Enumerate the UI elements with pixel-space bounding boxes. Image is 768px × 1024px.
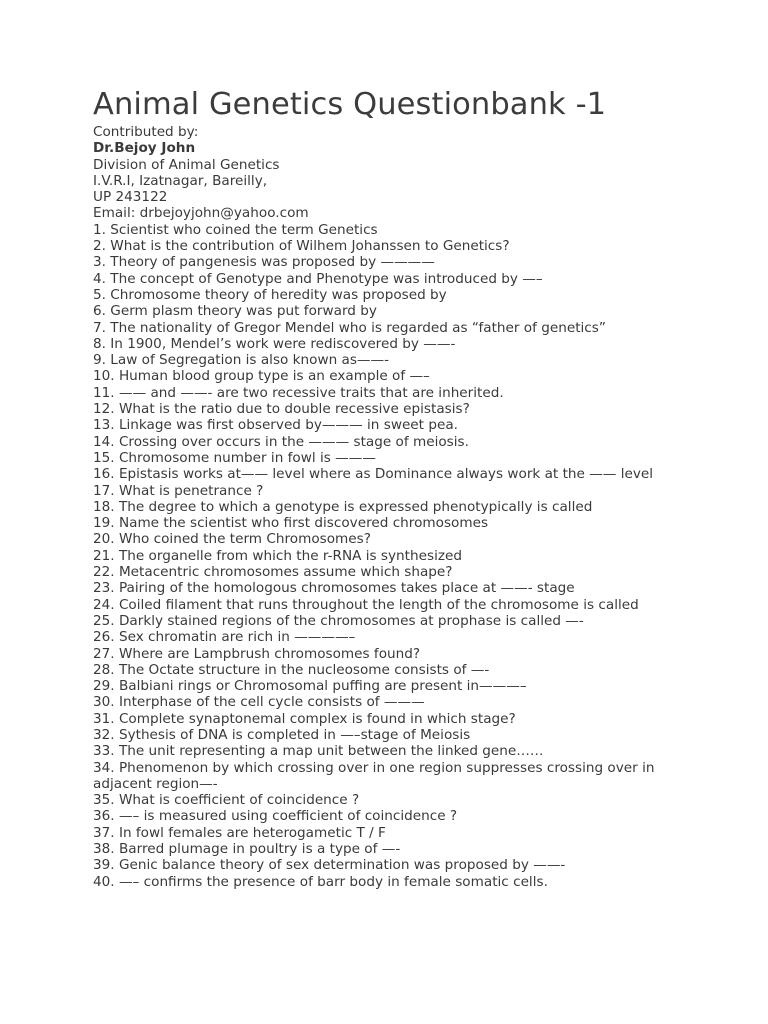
postal-code: UP 243122 (93, 189, 168, 206)
question-list (93, 222, 673, 890)
question-item: 22. Metacentric chromosomes assume which shape? (93, 564, 453, 581)
question-item: 20. Who coined the term Chromosomes? (93, 531, 371, 548)
contributor-label: Contributed by: (93, 124, 199, 140)
question-item: 7. The nationality of Gregor Mendel who is regarded as “father of genetics” (93, 319, 606, 336)
question-item: 40. —– confirms the presence of barr body in female somatic cells. (93, 873, 548, 890)
question-item: 21. The organelle from which the r-RNA is synthesized (93, 547, 462, 564)
question-item: 25. Darkly stained regions of the chromosomes at prophase is called —- (93, 612, 584, 629)
author-name: Dr.Bejoy John (93, 140, 196, 157)
question-item: 4. The concept of Genotype and Phenotype was introduced by —– (93, 270, 543, 287)
question-item: 18. The degree to which a genotype is expressed phenotypically is called (93, 498, 593, 515)
question-item: 19. Name the scientist who first discovered chromosomes (93, 515, 489, 532)
question-item: 11. —— and ——- are two recessive traits that are inherited. (93, 384, 504, 401)
question-item: 37. In fowl females are heterogametic T / F (93, 824, 386, 841)
question-item: 28. The Octate structure in the nucleosome consists of —- (93, 661, 490, 678)
question-item: 26. Sex chromatin are rich in ————– (93, 629, 356, 646)
document-title: Animal Genetics Questionbank -1 (93, 87, 607, 122)
division-name: Division of Animal Genetics (93, 156, 280, 173)
question-item: 16. Epistasis works at—— level where as Dominance always work at the —— level (93, 466, 654, 483)
question-item: 3. Theory of pangenesis was proposed by ———— (93, 254, 435, 271)
question-item: 15. Chromosome number in fowl is ——— (93, 449, 376, 466)
question-item: 10. Human blood group type is an example of —– (93, 368, 430, 385)
question-item: 31. Complete synaptonemal complex is found in which stage? (93, 710, 516, 727)
question-item: 2. What is the contribution of Wilhem Johanssen to Genetics? (93, 238, 510, 255)
document-page (93, 84, 673, 890)
question-item: 36. —– is measured using coefficient of coincidence ? (93, 808, 458, 825)
question-item: 12. What is the ratio due to double recessive epistasis? (93, 401, 470, 418)
question-item: 13. Linkage was first observed by——— in sweet pea. (93, 417, 458, 434)
institute-address: I.V.R.I, Izatnagar, Bareilly, (93, 172, 268, 189)
question-item: 30. Interphase of the cell cycle consists of ——— (93, 694, 425, 711)
question-item: 39. Genic balance theory of sex determination was proposed by ——- (93, 857, 566, 874)
question-item: 33. The unit representing a map unit between the linked gene…… (93, 743, 544, 760)
question-item: 17. What is penetrance ? (93, 482, 264, 499)
question-item: 23. Pairing of the homologous chromosomes takes place at ——- stage (93, 580, 575, 597)
question-item: 9. Law of Segregation is also known as——- (93, 352, 390, 369)
question-item: 14. Crossing over occurs in the ——— stage of meiosis. (93, 433, 469, 450)
question-item: 1. Scientist who coined the term Genetics (93, 221, 378, 238)
question-item: 34. Phenomenon by which crossing over in one region suppresses crossing over in adjacent region—- (93, 759, 655, 792)
question-item: 29. Balbiani rings or Chromosomal puffing are present in———– (93, 678, 527, 695)
question-item: 8. In 1900, Mendel’s work were rediscovered by ——- (93, 335, 456, 352)
author-email: Email: drbejoyjohn@yahoo.com (93, 205, 309, 222)
question-item: 6. Germ plasm theory was put forward by (93, 303, 377, 320)
question-item: 27. Where are Lampbrush chromosomes found? (93, 645, 421, 662)
question-item: 5. Chromosome theory of heredity was proposed by (93, 286, 447, 303)
question-item: 24. Coiled filament that runs throughout the length of the chromosome is called (93, 596, 639, 613)
question-item: 38. Barred plumage in poultry is a type of —- (93, 841, 401, 858)
question-item: 35. What is coefficient of coincidence ? (93, 792, 360, 809)
question-item: 32. Sythesis of DNA is completed in —–stage of Meiosis (93, 726, 471, 743)
